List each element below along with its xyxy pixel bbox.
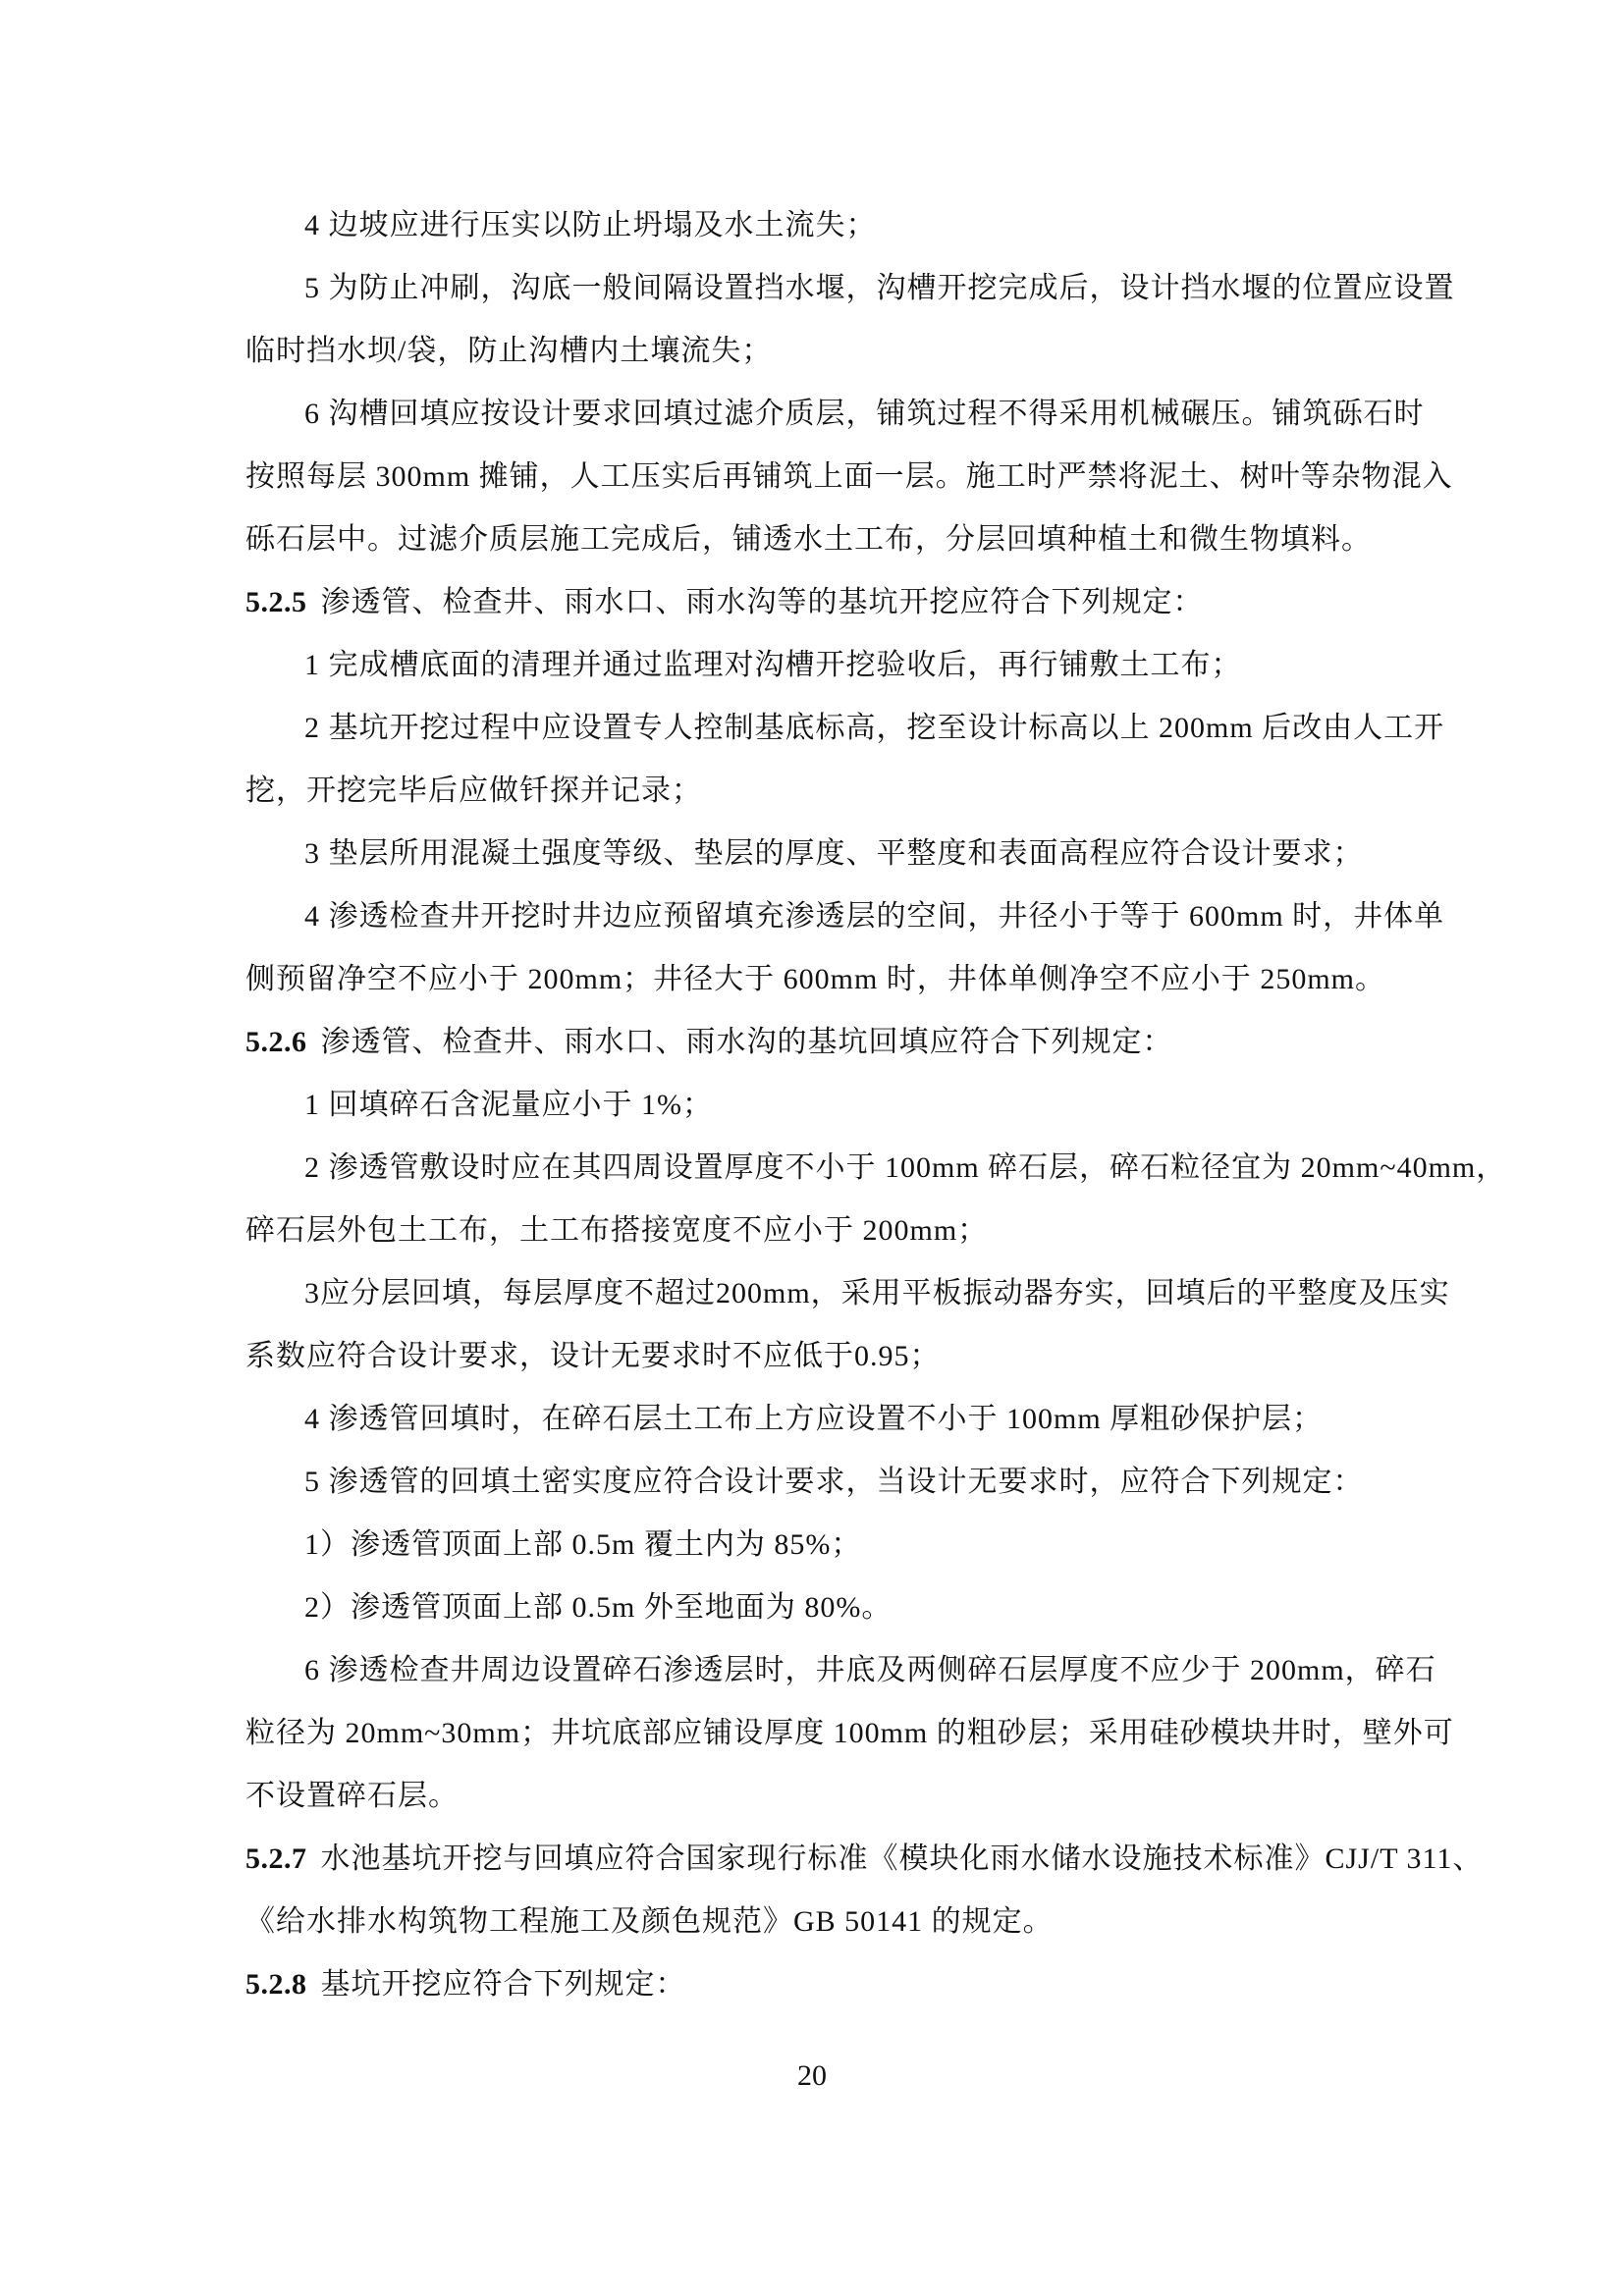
line-text: 碎石层外包土工布，土工布搭接宽度不应小于 200mm； — [245, 1214, 989, 1247]
text-line — [245, 1451, 1375, 1514]
line-text: 侧预留净空不应小于 200mm；井径大于 600mm 时，井体单侧净空不应小于 250mm。 — [245, 963, 1386, 995]
text-line — [245, 194, 1375, 257]
section-number: 5.2.6 — [245, 1026, 307, 1058]
text-line — [245, 697, 1445, 760]
line-text: 渗透管、检查井、雨水口、雨水沟等的基坑开挖应符合下列规定： — [320, 586, 1204, 618]
text-line — [245, 823, 1375, 885]
section-number: 5.2.5 — [245, 586, 307, 618]
text-line — [245, 1702, 1454, 1765]
line-text: 5 为防止冲刷，沟底一般间隔设置挡水堰，沟槽开挖完成后，设计挡水堰的位置应设置 — [304, 272, 1455, 304]
line-text: 挖，开挖完毕后应做钎探并记录； — [245, 774, 702, 807]
text-line — [245, 948, 1386, 1011]
text-line — [245, 1639, 1436, 1702]
line-text: 3 垫层所用混凝土强度等级、垫层的厚度、平整度和表面高程应符合设计要求； — [304, 837, 1364, 870]
page-footer — [0, 2059, 1624, 2093]
text-line — [245, 1828, 1484, 1891]
text-line — [245, 1011, 1375, 1074]
text-line — [245, 257, 1455, 320]
text-line — [245, 1325, 1375, 1388]
text-line — [245, 1953, 1375, 2016]
text-line — [245, 1388, 1375, 1451]
line-text: 水池基坑开挖与回填应符合国家现行标准《模块化雨水储水设施技术标准》CJJ/T 311、 — [320, 1842, 1484, 1875]
line-text: 6 沟槽回填应按设计要求回填过滤介质层，铺筑过程不得采用机械碾压。铺筑砾石时 — [304, 398, 1425, 430]
line-text: 按照每层 300mm 摊铺，人工压实后再铺筑上面一层。施工时严禁将泥土、树叶等杂物混入 — [245, 460, 1453, 493]
line-text: 砾石层中。过滤介质层施工完成后，铺透水土工布，分层回填种植土和微生物填料。 — [245, 523, 1372, 556]
line-text: 2）渗透管顶面上部 0.5m 外至地面为 80%。 — [304, 1591, 893, 1624]
text-line — [245, 446, 1453, 508]
text-line — [245, 1137, 1507, 1200]
text-line — [245, 508, 1375, 571]
text-line — [245, 1891, 1375, 1953]
text-line — [245, 320, 1375, 383]
section-number: 5.2.8 — [245, 1968, 307, 2001]
line-text: 临时挡水坝/袋，防止沟槽内土壤流失； — [245, 335, 773, 367]
line-text: 系数应符合设计要求，设计无要求时不应低于0.95； — [245, 1340, 941, 1372]
page-number: 20 — [797, 2059, 827, 2092]
text-line — [245, 1514, 1375, 1576]
text-line — [245, 634, 1375, 697]
text-line — [245, 885, 1445, 948]
text-line — [245, 383, 1425, 446]
line-text: 粒径为 20mm~30mm；井坑底部应铺设厚度 100mm 的粗砂层；采用硅砂模块井时，壁外可 — [245, 1717, 1454, 1749]
text-line — [245, 760, 1375, 823]
line-text: 2 基坑开挖过程中应设置专人控制基底标高，挖至设计标高以上 200mm 后改由人工开 — [304, 712, 1445, 744]
text-line — [245, 1074, 1375, 1137]
text-line — [245, 1765, 1375, 1828]
line-text: 3应分层回填，每层厚度不超过200mm，采用平板振动器夯实，回填后的平整度及压实 — [304, 1277, 1450, 1309]
line-text: 4 边坡应进行压实以防止坍塌及水土流失； — [304, 209, 877, 241]
text-line — [245, 1200, 1375, 1262]
line-text: 5 渗透管的回填土密实度应符合设计要求，当设计无要求时，应符合下列规定： — [304, 1466, 1364, 1498]
line-text: 1 完成槽底面的清理并通过监理对沟槽开挖验收后，再行铺敷土工布； — [304, 649, 1242, 681]
line-text: 4 渗透管回填时，在碎石层土工布上方应设置不小于 100mm 厚粗砂保护层； — [304, 1403, 1324, 1435]
document-body — [245, 194, 1507, 2016]
line-text: 2 渗透管敷设时应在其四周设置厚度不小于 100mm 碎石层，碎石粒径宜为 20mm~40mm， — [304, 1151, 1507, 1184]
section-number: 5.2.7 — [245, 1842, 307, 1875]
line-text: 渗透管、检查井、雨水口、雨水沟的基坑回填应符合下列规定： — [320, 1026, 1173, 1058]
line-text: 基坑开挖应符合下列规定： — [320, 1968, 686, 2001]
text-line — [245, 571, 1375, 634]
line-text: 1）渗透管顶面上部 0.5m 覆土内为 85%； — [304, 1528, 862, 1561]
line-text: 《给水排水构筑物工程施工及颜色规范》GB 50141 的规定。 — [245, 1905, 1054, 1938]
line-text: 6 渗透检查井周边设置碎石渗透层时，井底及两侧碎石层厚度不应少于 200mm，碎石 — [304, 1654, 1436, 1686]
line-text: 4 渗透检查井开挖时井边应预留填充渗透层的空间，井径小于等于 600mm 时，井体单 — [304, 900, 1445, 933]
line-text: 不设置碎石层。 — [245, 1780, 459, 1812]
text-line — [245, 1262, 1450, 1325]
line-text: 1 回填碎石含泥量应小于 1%； — [304, 1089, 713, 1121]
text-line — [245, 1576, 1375, 1639]
